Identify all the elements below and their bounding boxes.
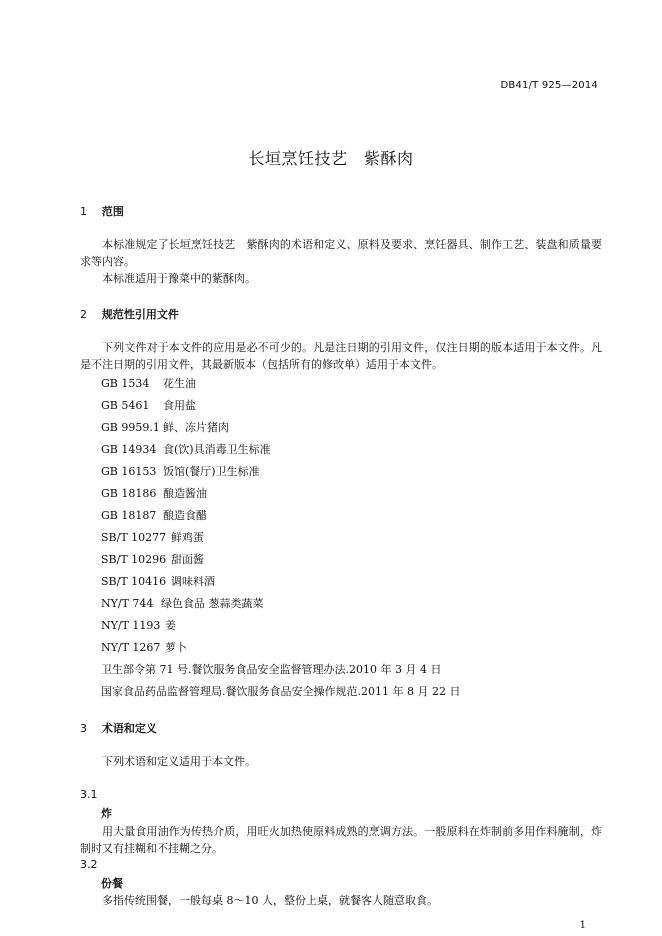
reference-regulation: 卫生部令第 71 号.餐饮服务食品安全监督管理办法.2010 年 3 月 4 日: [101, 663, 442, 676]
reference-item: [101, 595, 264, 611]
reference-code: NY/T 1267: [101, 641, 161, 654]
reference-item: [101, 551, 204, 567]
section-title: 规范性引用文件: [101, 308, 179, 321]
reference-code: NY/T 744: [101, 597, 154, 610]
term-number: 3.2: [80, 858, 98, 871]
reference-name: 鲜、冻片猪肉: [163, 421, 229, 434]
terms-intro: 下列术语和定义适用于本文件。: [102, 755, 256, 768]
term-heading: 份餐: [101, 877, 123, 890]
reference-item: [101, 419, 229, 435]
reference-name: 绿色食品 葱蒜类蔬菜: [161, 597, 264, 610]
reference-item: [101, 639, 187, 655]
section-number: 2: [80, 308, 87, 321]
section-title: 术语和定义: [101, 722, 157, 735]
section-number: 3: [80, 722, 87, 735]
reference-name: 食用盐: [163, 399, 196, 412]
reference-code: GB 18186: [101, 487, 157, 500]
term-number: 3.1: [80, 788, 98, 801]
reference-item: [101, 573, 215, 589]
reference-code: SB/T 10277: [101, 531, 167, 544]
reference-item: [101, 507, 207, 523]
reference-code: GB 9959.1: [101, 421, 160, 434]
reference-name: 花生油: [163, 377, 196, 390]
term-definition: 用大量食用油作为传热介质，用旺火加热使原料成熟的烹调方法。一般原料在炸制前多用作料腌制，炸制时又有挂糊和不挂糊之分。: [80, 825, 602, 855]
reference-code: GB 1534: [101, 377, 150, 390]
reference-item: [101, 529, 204, 545]
reference-item: [101, 397, 196, 413]
scope-paragraph: 本标准规定了长垣烹饪技艺 紫酥肉的术语和定义、原料及要求、烹饪器具、制作工艺、装盘和质量要求等内容。: [80, 238, 602, 268]
reference-name: 酿造酱油: [163, 487, 207, 500]
reference-item: [101, 375, 196, 391]
scope-applicability: 本标准适用于豫菜中的紫酥肉。: [102, 272, 256, 285]
term-heading: 炸: [101, 807, 112, 820]
reference-name: 甜面酱: [171, 553, 204, 566]
section-number: 1: [80, 205, 87, 218]
reference-code: GB 16153: [101, 465, 157, 478]
section-3-heading: [80, 720, 157, 736]
section-2-heading: [80, 306, 179, 322]
normative-references-intro: 下列文件对于本文件的应用是必不可少的。凡是注日期的引用文件，仅注日期的版本适用于本文件。凡是不注日期的引用文件，其最新版本（包括所有的修改单）适用于本文件。: [80, 341, 602, 371]
section-1-heading: [80, 203, 124, 219]
reference-code: GB 5461: [101, 399, 150, 412]
reference-name: 调味料酒: [171, 575, 215, 588]
standard-code: DB41/T 925—2014: [500, 80, 598, 91]
section-title: 范围: [101, 205, 124, 218]
reference-code: SB/T 10296: [101, 553, 167, 566]
reference-name: 食(饮)具消毒卫生标准: [163, 443, 271, 456]
reference-item: [101, 441, 271, 457]
reference-name: 姜: [165, 619, 176, 632]
reference-item: [101, 617, 176, 633]
reference-name: 鲜鸡蛋: [171, 531, 204, 544]
document-title: 长垣烹饪技艺 紫酥肉: [248, 149, 414, 168]
reference-item: [101, 463, 260, 479]
reference-code: SB/T 10416: [101, 575, 167, 588]
reference-code: GB 14934: [101, 443, 157, 456]
reference-regulation: 国家食品药品监督管理局.餐饮服务食品安全操作规范.2011 年 8 月 22 日: [101, 685, 461, 698]
reference-name: 酿造食醋: [163, 509, 207, 522]
reference-item: [101, 485, 207, 501]
reference-code: GB 18187: [101, 509, 157, 522]
term-definition: 多指传统围餐，一般每桌 8～10 人，整份上桌，就餐客人随意取食。: [102, 894, 438, 907]
page-number: 1: [579, 920, 586, 931]
reference-code: NY/T 1193: [101, 619, 161, 632]
reference-name: 饭馆(餐厅)卫生标准: [163, 465, 260, 478]
reference-name: 萝卜: [165, 641, 187, 654]
